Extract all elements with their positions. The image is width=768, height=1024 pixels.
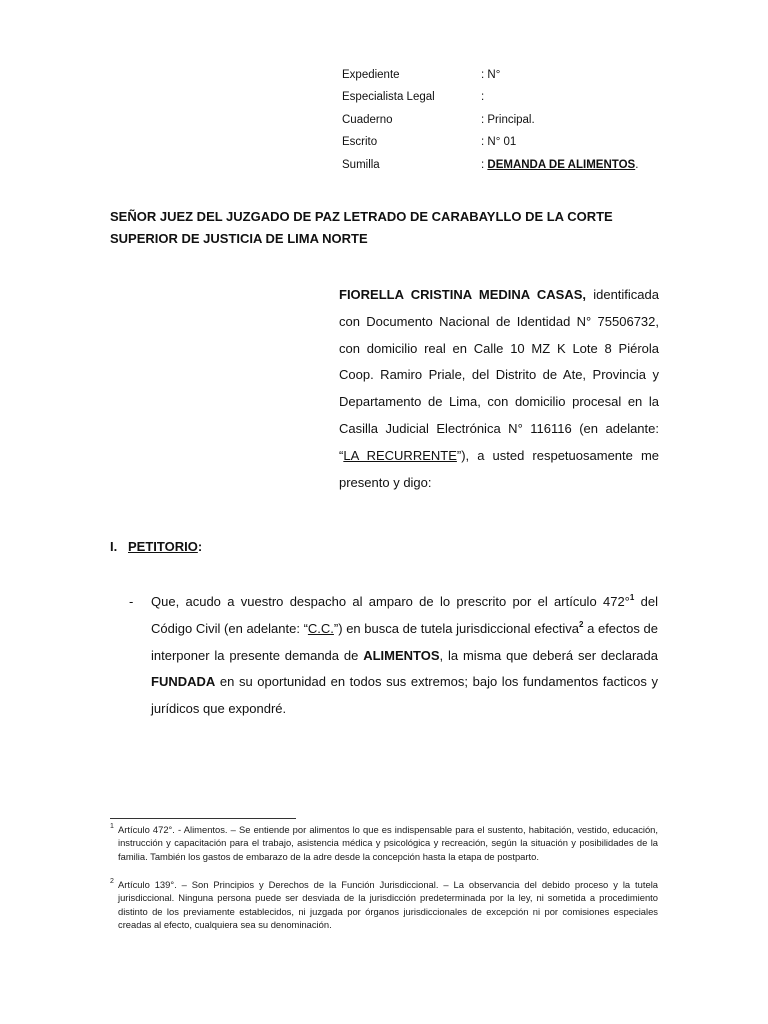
case-header [0,64,768,176]
code-abbreviation: C.C. [307,620,334,636]
header-row-sumilla [0,154,768,176]
intro-text-part: ”), a usted respetuosamente me presento y digo: [339,447,660,490]
list-bullet: - [129,594,134,609]
header-value: : N° [481,69,501,81]
petitorio-bold: FUNDADA [151,674,216,690]
header-row-expediente [0,64,768,86]
section-colon: : [197,539,203,554]
header-value-suffix: . [635,158,639,171]
intro-text-part: identificada con Documento Nacional de Identidad N° 75506732, con domicilio real en Calle 10 MZ K Lote 8 Piérola Coop. Ramiro Priale, del Distrito de Ate, Provincia y Departamento de Lima, con domicilio procesal en la Casilla Judicial Electrónica N° 116116 (en adelante: “ [339,287,659,463]
petitorio-bold: ALIMENTOS [363,647,440,663]
petitorio-part: a efectos de interponer la presente demanda de [151,620,658,663]
petitorio-paragraph [151,589,658,723]
header-label: Cuaderno [342,113,393,126]
addressee-heading: SEÑOR JUEZ DEL JUZGADO DE PAZ LETRADO DE CARABAYLLO DE LA CORTE SUPERIOR DE JUSTICIA DE LIMA NORTE [110,209,613,246]
header-label: Expediente [342,69,400,81]
footnote-ref: 2 [579,619,584,629]
header-value-prefix: : [481,158,488,171]
header-label: Escrito [342,136,378,149]
footnote-separator [110,818,296,819]
header-label: Sumilla [342,158,380,171]
header-value: : [481,91,485,104]
footnote-2 [110,878,658,931]
header-value: : N° 01 [481,136,517,149]
footnote-ref: 1 [629,593,635,602]
section-title: PETITORIO [128,539,198,554]
section-number: I. [110,539,118,554]
footnote-mark: 2 [110,878,114,885]
section-label [128,538,202,556]
footnote-mark: 1 [110,823,114,830]
header-label: Especialista Legal [342,91,435,104]
petitorio-part: ”) en busca de tutela jurisdiccional efectiva [333,620,580,636]
sumilla-title: DEMANDA DE ALIMENTOS [487,158,636,171]
header-row-cuaderno [0,109,768,131]
petitorio-part: del Código Civil (en adelante: “ [151,594,658,636]
intro-paragraph [339,282,659,496]
petitorio-part: en su oportunidad en todos sus extremos; bajo los fundamentos facticos y jurídicos que expondré. [151,674,658,717]
header-value [481,154,638,176]
petitorio-part: Que, acudo a vuestro despacho al amparo de lo prescrito por el artículo 472° [151,594,630,609]
header-value: : Principal. [481,113,535,126]
header-row-escrito [0,131,768,153]
petitorio-text [151,589,658,723]
footnote-1 [110,823,658,863]
plaintiff-name: FIORELLA CRISTINA MEDINA CASAS, [339,287,586,302]
footnote-text: Artículo 139°. – Son Principios y Derechos de la Función Jurisdiccional. – La observancia del debido proceso y la tutela jurisdiccional. Ninguna persona puede ser desviada de la jurisdicción predeterminada por la ley, ni sometida a procedimiento distinto de los previamente establecidos, ni juzgada por órganos jurisdiccionales de excepción ni por comisiones especiales creadas al efecto, cualquiera sea su denominación. [118,879,658,930]
section-heading [110,538,310,556]
plaintiff-alias: LA RECURRENTE [343,447,457,463]
petitorio-part: , la misma que deberá ser declarada [439,647,658,663]
intro-text [339,282,659,496]
footnote-text: Artículo 472°. - Alimentos. – Se entiende por alimentos lo que es indispensable para el sustento, habitación, vestido, educación, instrucción y capacitación para el trabajo, asistencia médica y psicológica y recreación, según la situación y posibilidades de la familia. También los gastos de embarazo de la adre desde la concepción hasta la etapa de postparto. [118,824,658,862]
header-row-especialista [0,86,768,108]
